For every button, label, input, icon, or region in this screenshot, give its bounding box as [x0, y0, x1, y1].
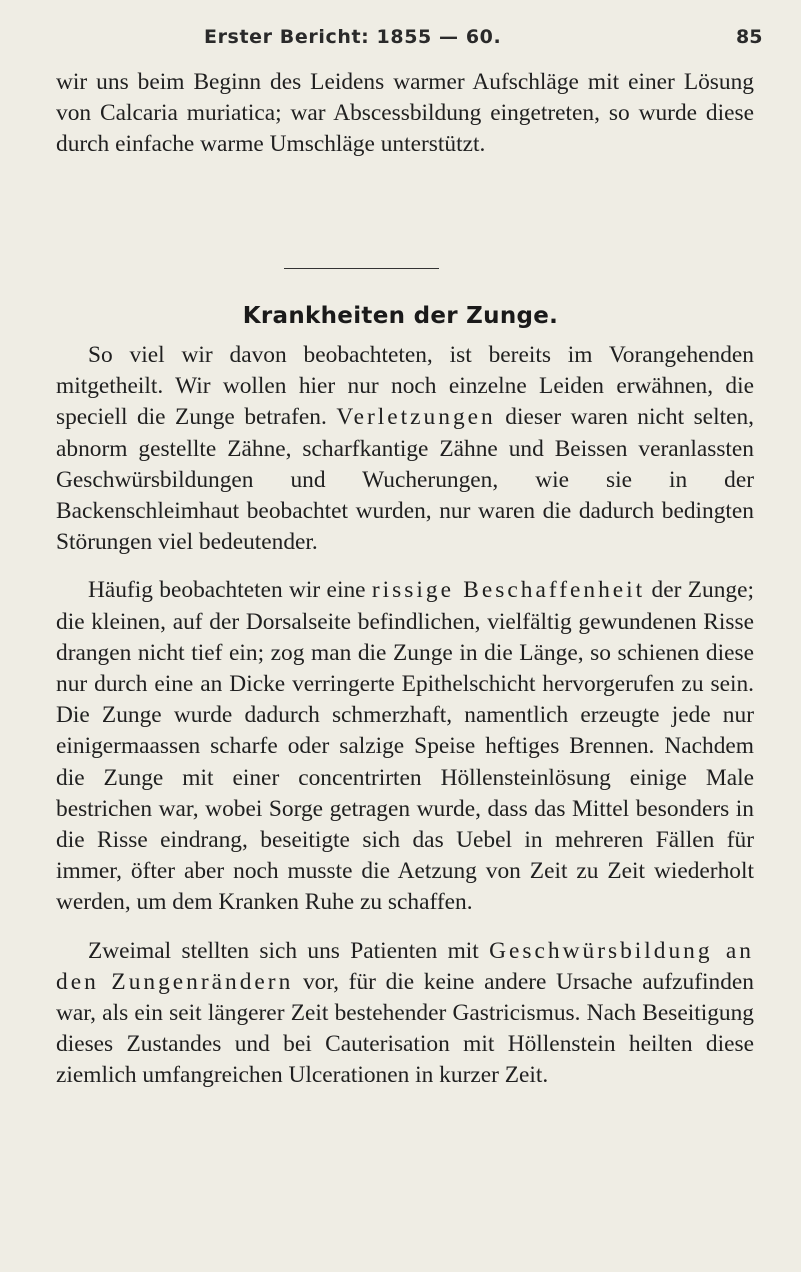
emphasis-term: rissige Beschaffenheit [371, 577, 646, 604]
paragraph-text: vor, für die keine andere Ursache aufzufinden war, als ein seit längerer Zeit bestehender Gastricismus. Nach Beseitigung dieses Zustandes und bei Cauterisation mit Höllenstein heilten diese ziemlich umfangreichen Ulcerationen in kurzer Zeit. [56, 968, 754, 1089]
section-divider [284, 268, 439, 269]
page-header [0, 26, 801, 56]
running-head: Erster Bericht: 1855 — 60. [204, 26, 502, 48]
emphasis-term: Verletzungen [336, 404, 496, 431]
paragraph-verletzungen [56, 340, 754, 558]
continuation-text-block [56, 67, 754, 161]
section-body [56, 340, 754, 1092]
paragraph-text: der Zunge; die kleinen, auf der Dorsalseite befindlichen, vielfältig gewundenen Risse drangen nicht tief ein; zog man die Zunge in die Länge, so schienen diese nur durch eine an Dicke verringerte Epithelschicht hervorgerufen zu sein. Die Zunge wurde dadurch schmerzhaft, namentlich erzeugte jede nur einigermaassen scharfe oder salzige Speise heftiges Brennen. Nachdem die Zunge mit einer concentrirten Höllensteinlösung einige Male bestrichen war, wobei Sorge getragen wurde, dass das Mittel besonders in die Risse eindrang, beseitigte sich das Uebel in mehreren Fällen für immer, öfter aber noch musste die Aetzung von Zeit zu Zeit wiederholt werden, um dem Kranken Ruhe zu schaffen. [56, 577, 754, 916]
paragraph-rissige-beschaffenheit [56, 575, 754, 918]
paragraph-text: Zweimal stellten sich uns Patienten mit [88, 937, 479, 964]
emphasis-term: Geschwürsbildung an den Zungenrändern [56, 937, 754, 995]
page-number: 85 [736, 26, 763, 48]
paragraph-text: So viel wir davon beobachteten, ist bereits im Vorangehenden mitgetheilt. Wir wollen hier nur noch einzelne Leiden erwähnen, die speciell die Zunge betrafen. [56, 342, 754, 431]
paragraph-text: dieser waren nicht selten, abnorm gestellte Zähne, scharfkantige Zähne und Beissen veranlassten Geschwürsbildungen und Wucherungen, wie sie in der Backenschleimhaut beobachtet wurden, nur waren die dadurch bedingten Störungen viel bedeutender. [56, 404, 754, 556]
section-title: Krankheiten der Zunge. [242, 303, 559, 329]
paragraph-text: Häufig beobachteten wir eine [88, 577, 366, 604]
continuation-paragraph: wir uns beim Beginn des Leidens warmer Aufschläge mit einer Lösung von Calcaria muriatica; war Abscessbildung eingetreten, so wurde diese durch einfache warme Umschläge unterstützt. [56, 69, 754, 158]
paragraph-geschwuersbildung [56, 936, 754, 1092]
